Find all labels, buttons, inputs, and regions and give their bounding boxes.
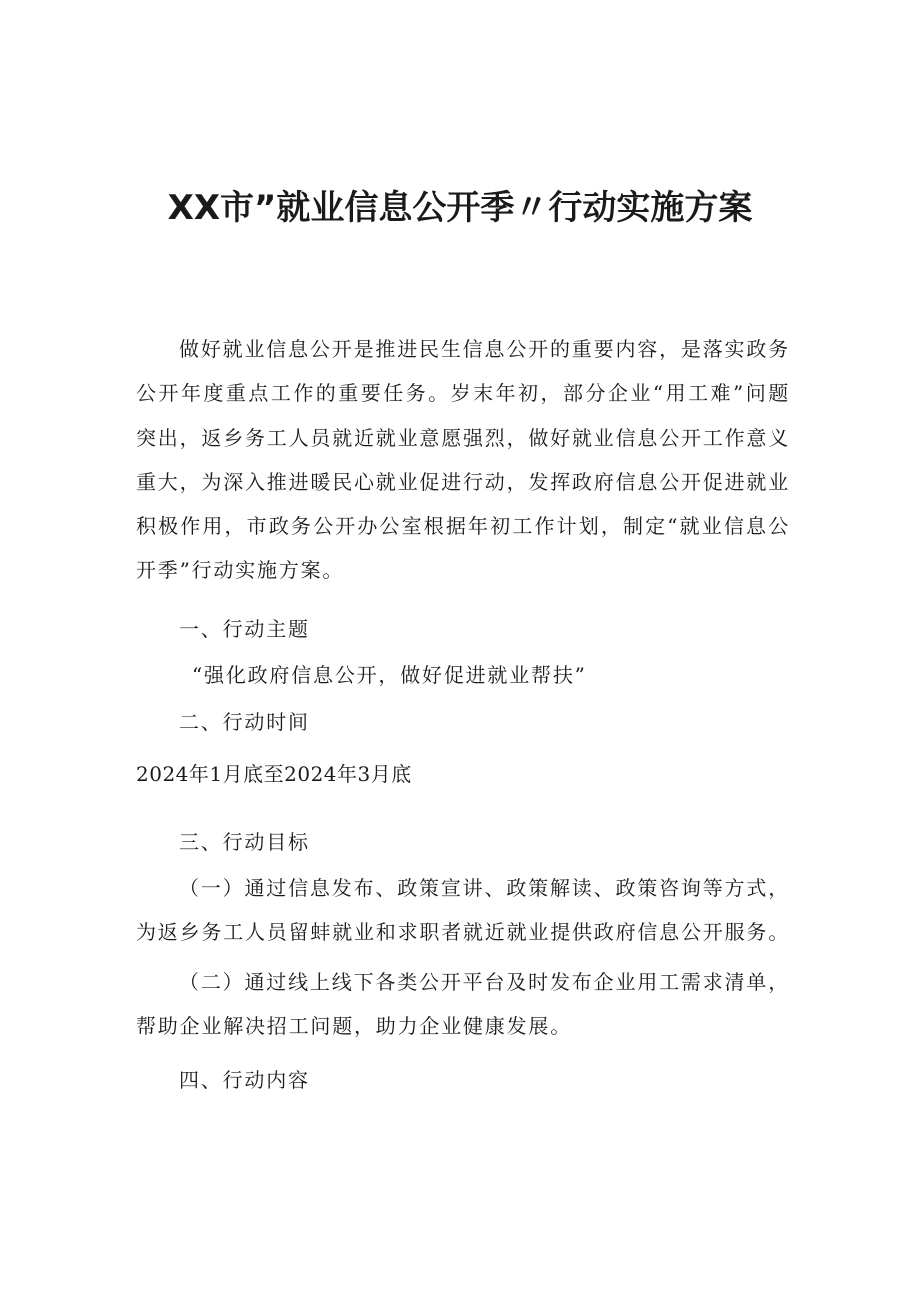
goal-block-2: [136, 960, 790, 1049]
goal-paragraph-1: （一）通过信息发布、政策宣讲、政策解读、政策咨询等方式，为返乡务工人员留蚌就业和求职者就近就业提供政府信息公开服务。: [136, 876, 790, 945]
intro-paragraph: 做好就业信息公开是推进民生信息公开的重要内容，是落实政务公开年度重点工作的重要任务。岁末年初，部分企业“用工难”问题突出，返乡务工人员就近就业意愿强烈，做好就业信息公开工作意义重大，为深入推进暖民心就业促进行动，发挥政府信息公开促进就业积极作用，市政务公开办公室根据年初工作计划，制定“就业信息公开季”行动实施方案。: [136, 337, 790, 583]
section-heading-goals: 三、行动目标: [179, 830, 310, 854]
goal-paragraph-2: （二）通过线上线下各类公开平台及时发布企业用工需求清单，帮助企业解决招工问题，助力企业健康发展。: [136, 970, 790, 1039]
section-heading-content: 四、行动内容: [179, 1068, 310, 1092]
time-text: 2024年1月底至2024年3月底: [136, 762, 412, 786]
document-title: XX市”就业信息公开季〃行动实施方案: [167, 188, 753, 228]
section-heading-time: 二、行动时间: [179, 710, 310, 734]
section-heading-theme: 一、行动主题: [179, 617, 310, 641]
theme-text: “强化政府信息公开，做好促进就业帮扶”: [192, 663, 587, 687]
goal-block-1: [136, 866, 790, 955]
intro-paragraph-block: [136, 327, 790, 593]
